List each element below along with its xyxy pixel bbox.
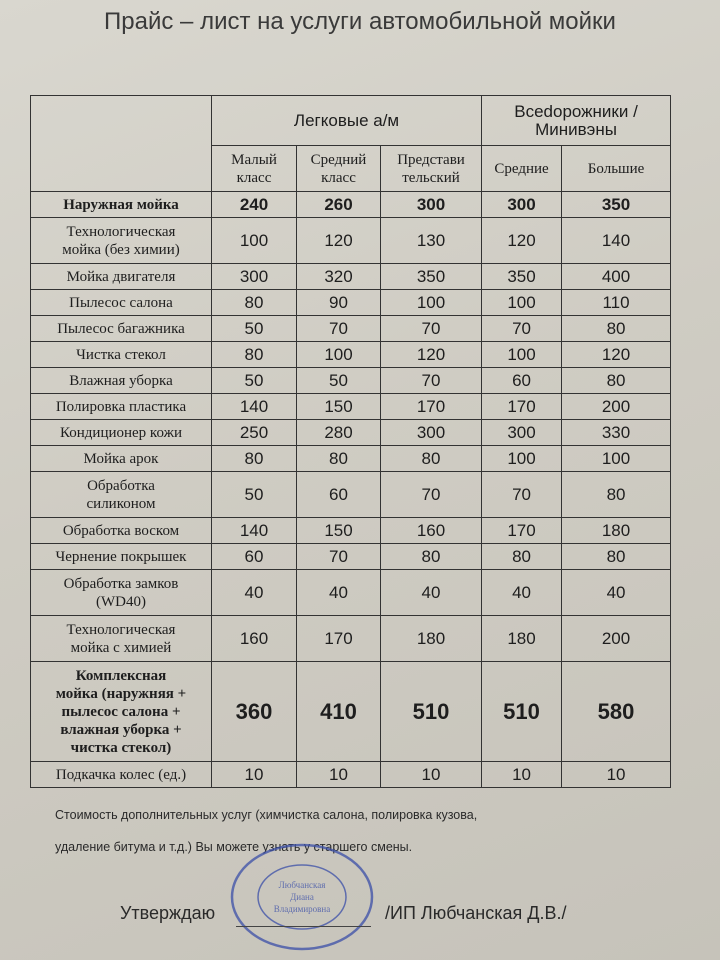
price-cell: 100: [482, 290, 562, 316]
price-cell: 40: [381, 570, 482, 616]
price-cell: 80: [562, 472, 671, 518]
price-cell: 130: [381, 218, 482, 264]
service-name-line: Кондиционер кожи: [60, 424, 182, 441]
service-name-line: Мойка двигателя: [66, 268, 176, 285]
price-cell: 70: [381, 368, 482, 394]
service-name-line: Пылесос багажника: [57, 320, 185, 337]
price-cell: 410: [297, 662, 381, 762]
price-cell: 200: [562, 616, 671, 662]
sub-header-cell: [381, 146, 482, 192]
table-row: [31, 518, 671, 544]
table-row: [31, 218, 671, 264]
service-name-cell: [31, 316, 212, 342]
sub-header-line: класс: [236, 169, 272, 186]
service-name-line: чистка стекол): [70, 739, 172, 756]
service-name-line: Мойка арок: [83, 450, 159, 467]
price-cell: 80: [212, 342, 297, 368]
service-name-cell: [31, 570, 212, 616]
entrepreneur-name: /ИП Любчанская Д.В./: [385, 903, 567, 923]
price-cell: 10: [482, 762, 562, 788]
service-name-line: влажная уборка +: [60, 721, 182, 738]
price-cell: 350: [381, 264, 482, 290]
price-cell: 300: [482, 420, 562, 446]
table-row: [31, 420, 671, 446]
service-name-line: Обработка замков: [63, 575, 179, 592]
service-name-line: Чернение покрышек: [55, 548, 187, 565]
price-cell: 50: [212, 368, 297, 394]
price-cell: 80: [381, 544, 482, 570]
sub-header-line: Большие: [587, 160, 645, 177]
service-name-line: Пылесос салона: [69, 294, 173, 311]
service-name-line: силиконом: [86, 495, 156, 512]
price-cell: 120: [297, 218, 381, 264]
price-cell: 80: [562, 544, 671, 570]
service-name-line: Полировка пластика: [55, 398, 187, 415]
signature-line: [236, 926, 371, 927]
table-row: [31, 290, 671, 316]
group-header-row: [31, 96, 671, 146]
price-cell: 250: [212, 420, 297, 446]
group-header-suv: [482, 96, 671, 146]
price-cell: 140: [562, 218, 671, 264]
table-row: [31, 342, 671, 368]
sub-header-cell: [212, 146, 297, 192]
group-header-cars-label: Легковые а/м: [293, 110, 400, 130]
price-cell: 160: [381, 518, 482, 544]
sub-header-line: Малый: [231, 151, 277, 168]
approve-label: Утверждаю: [120, 903, 216, 923]
service-name-line: Технологическая: [66, 621, 176, 638]
service-name-cell: [31, 446, 212, 472]
price-cell: 180: [381, 616, 482, 662]
service-name-cell: [31, 616, 212, 662]
price-cell: 50: [297, 368, 381, 394]
price-cell: 330: [562, 420, 671, 446]
service-name-cell: [31, 368, 212, 394]
price-cell: 70: [381, 472, 482, 518]
service-name-line: Подкачка колес (ед.): [55, 766, 187, 783]
table-row: [31, 316, 671, 342]
price-cell: 80: [381, 446, 482, 472]
service-name-line: мойка (без химии): [62, 241, 180, 258]
sub-header-line: класс: [321, 169, 356, 186]
price-cell: 70: [297, 316, 381, 342]
price-cell: 300: [212, 264, 297, 290]
price-cell: 100: [482, 446, 562, 472]
table-row: [31, 368, 671, 394]
table-row: [31, 472, 671, 518]
service-name-line: Обработка воском: [62, 522, 180, 539]
price-cell: 100: [297, 342, 381, 368]
corner-cell: [31, 96, 212, 192]
price-cell: 120: [381, 342, 482, 368]
stamp-seal: [228, 842, 376, 952]
price-cell: 80: [212, 446, 297, 472]
service-name-cell: [31, 518, 212, 544]
price-cell: 120: [562, 342, 671, 368]
stamp-text: Диана: [290, 892, 314, 902]
price-cell: 400: [562, 264, 671, 290]
price-cell: 90: [297, 290, 381, 316]
price-cell: 60: [212, 544, 297, 570]
service-name-line: мойка с химией: [70, 639, 172, 656]
price-cell: 280: [297, 420, 381, 446]
note-line-2: удаление битума и т.д.) Вы можете узнать у старшего смены.: [55, 840, 413, 854]
price-cell: 240: [212, 192, 297, 218]
price-cell: 70: [482, 472, 562, 518]
price-cell: 50: [212, 316, 297, 342]
service-name-line: (WD40): [96, 593, 146, 610]
price-table-body: [31, 192, 671, 788]
price-cell: 580: [562, 662, 671, 762]
price-cell: 350: [482, 264, 562, 290]
price-cell: 150: [297, 518, 381, 544]
group-header-suv-label: Всedорожники / Минивэны: [514, 101, 638, 139]
price-cell: 180: [482, 616, 562, 662]
price-cell: 60: [482, 368, 562, 394]
price-cell: 40: [562, 570, 671, 616]
price-cell: 200: [562, 394, 671, 420]
sub-header-cell: [562, 146, 671, 192]
price-cell: 150: [297, 394, 381, 420]
price-cell: 10: [212, 762, 297, 788]
table-row: [31, 446, 671, 472]
price-cell: 260: [297, 192, 381, 218]
price-cell: 10: [381, 762, 482, 788]
price-cell: 100: [381, 290, 482, 316]
price-cell: 40: [297, 570, 381, 616]
price-cell: 70: [297, 544, 381, 570]
sub-header-line: Средний: [310, 151, 367, 168]
service-name-cell: [31, 472, 212, 518]
price-cell: 60: [297, 472, 381, 518]
price-cell: 170: [381, 394, 482, 420]
table-row: [31, 762, 671, 788]
service-name-cell: [31, 662, 212, 762]
price-cell: 70: [381, 316, 482, 342]
price-cell: 510: [482, 662, 562, 762]
note-line-1: Стоимость дополнительных услуг (химчистка салона, полировка кузова,: [55, 808, 478, 822]
table-row: [31, 264, 671, 290]
price-cell: 170: [482, 394, 562, 420]
service-name-cell: [31, 420, 212, 446]
service-name-cell: [31, 544, 212, 570]
price-cell: 180: [562, 518, 671, 544]
price-cell: 70: [482, 316, 562, 342]
price-table: [30, 95, 671, 788]
service-name-line: Влажная уборка: [69, 372, 173, 389]
service-name-cell: [31, 290, 212, 316]
stamp-text: Любчанская: [278, 880, 326, 890]
price-cell: 120: [482, 218, 562, 264]
service-name-cell: [31, 264, 212, 290]
price-cell: 10: [562, 762, 671, 788]
price-cell: 80: [212, 290, 297, 316]
price-cell: 80: [562, 368, 671, 394]
price-cell: 320: [297, 264, 381, 290]
service-name-line: пылесос салона +: [61, 703, 181, 720]
price-cell: 50: [212, 472, 297, 518]
sub-header-line: Средние: [494, 160, 549, 177]
price-cell: 300: [482, 192, 562, 218]
price-cell: 360: [212, 662, 297, 762]
page-title: Прайс – лист на услуги автомобильной мойки: [104, 8, 616, 35]
service-name-cell: [31, 342, 212, 368]
price-cell: 80: [482, 544, 562, 570]
table-row: [31, 192, 671, 218]
price-cell: 510: [381, 662, 482, 762]
price-cell: 80: [562, 316, 671, 342]
price-cell: 80: [297, 446, 381, 472]
table-row: [31, 394, 671, 420]
service-name-cell: [31, 218, 212, 264]
table-row: [31, 570, 671, 616]
service-name-line: Наружная мойка: [63, 196, 179, 213]
price-cell: 300: [381, 420, 482, 446]
price-cell: 300: [381, 192, 482, 218]
price-cell: 170: [482, 518, 562, 544]
service-name-cell: [31, 394, 212, 420]
price-cell: 100: [212, 218, 297, 264]
price-cell: 100: [482, 342, 562, 368]
price-cell: 170: [297, 616, 381, 662]
table-row: [31, 662, 671, 762]
price-cell: 100: [562, 446, 671, 472]
group-header-cars: [212, 96, 482, 146]
price-cell: 160: [212, 616, 297, 662]
price-cell: 40: [482, 570, 562, 616]
service-name-line: Обработка: [87, 477, 155, 494]
table-row: [31, 616, 671, 662]
price-cell: 350: [562, 192, 671, 218]
price-cell: 110: [562, 290, 671, 316]
service-name-cell: [31, 762, 212, 788]
service-name-line: Комплексная: [75, 667, 167, 684]
service-name-line: мойка (наружняя +: [55, 685, 187, 702]
service-name-line: Чистка стекол: [76, 346, 166, 363]
stamp-text: Владимировна: [273, 904, 331, 914]
table-row: [31, 544, 671, 570]
price-cell: 140: [212, 394, 297, 420]
price-cell: 10: [297, 762, 381, 788]
sub-header-line: тельский: [402, 169, 460, 186]
sub-header-cell: [297, 146, 381, 192]
sub-header-cell: [482, 146, 562, 192]
service-name-line: Технологическая: [66, 223, 176, 240]
sub-header-line: Представи: [397, 151, 465, 168]
service-name-cell: [31, 192, 212, 218]
price-cell: 140: [212, 518, 297, 544]
price-cell: 40: [212, 570, 297, 616]
